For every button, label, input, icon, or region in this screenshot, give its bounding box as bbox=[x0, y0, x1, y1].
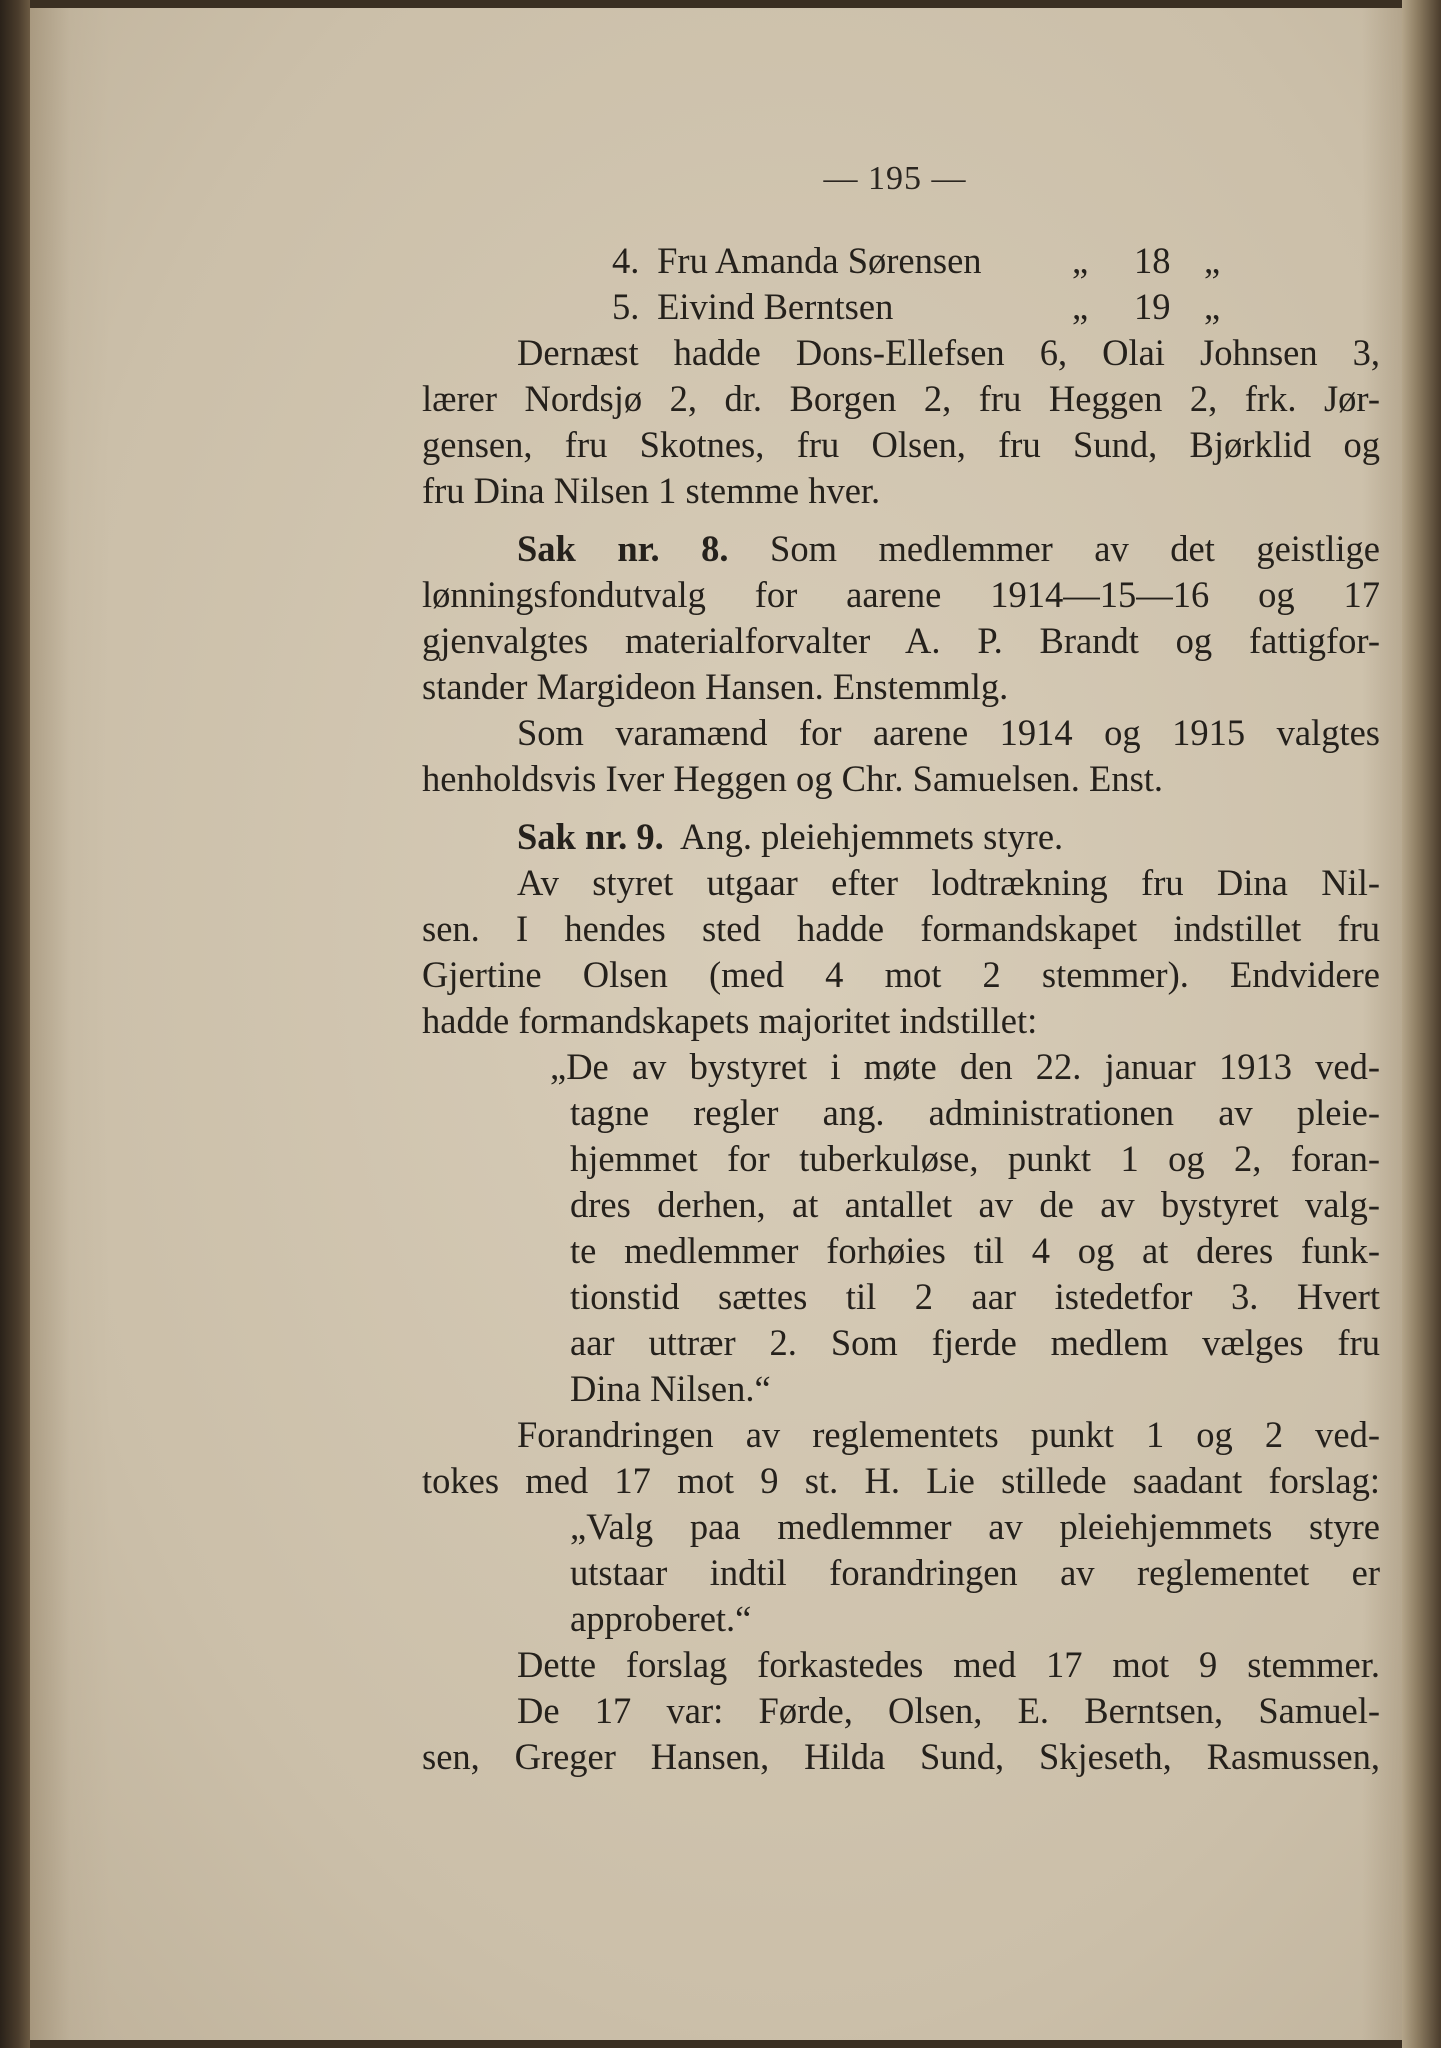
list-number: 4. bbox=[612, 240, 640, 281]
book-binding bbox=[0, 0, 30, 2048]
quote-line: dres derhen, at antallet av de av bystyret valg- bbox=[570, 1184, 1380, 1225]
quote-line: aar uttrær 2. Som fjerde medlem vælges fru bbox=[570, 1322, 1380, 1363]
section-heading-line bbox=[422, 526, 1380, 572]
page-edge bbox=[1402, 0, 1441, 2048]
quote-line: „De av bystyret i møte den 22. januar 1913 ved- bbox=[550, 1046, 1380, 1087]
text-line: Dette forslag forkastedes med 17 mot 9 stemmer. bbox=[517, 1644, 1380, 1685]
text-line: Gjertine Olsen (med 4 mot 2 stemmer). Endvidere bbox=[422, 954, 1380, 995]
section-label: Sak nr. 9. bbox=[517, 816, 664, 857]
quote-line: utstaar indtil forandringen av reglementet er bbox=[570, 1552, 1380, 1593]
text-line: lønningsfondutvalg for aarene 1914—15—16 og 17 bbox=[422, 574, 1380, 615]
section-heading-line bbox=[422, 814, 1380, 860]
section-label: Sak nr. 8. bbox=[517, 528, 729, 569]
text-line: stander Margideon Hansen. Enstemmlg. bbox=[422, 666, 1009, 707]
text-line: gjenvalgtes materialforvalter A. P. Brandt og fattigfor- bbox=[422, 620, 1380, 661]
ditto-mark: „ bbox=[1204, 240, 1221, 281]
page-body bbox=[422, 238, 1380, 1780]
text-line: Som varamænd for aarene 1914 og 1915 valgtes bbox=[517, 712, 1380, 753]
text-line: tokes med 17 mot 9 st. H. Lie stillede saadant forslag: bbox=[422, 1460, 1380, 1501]
text-line: henholdsvis Iver Heggen og Chr. Samuelsen. Enst. bbox=[422, 758, 1164, 799]
text-run: Som medlemmer av det geistlige bbox=[770, 528, 1381, 569]
text-line: lærer Nordsjø 2, dr. Borgen 2, fru Heggen 2, frk. Jør- bbox=[422, 378, 1380, 419]
ditto-mark: „ bbox=[1204, 286, 1221, 327]
text-run: Ang. pleiehjemmets styre. bbox=[680, 816, 1064, 857]
page-number: — 195 — bbox=[823, 160, 967, 197]
text-line: Dernæst hadde Dons-Ellefsen 6, Olai Johnsen 3, bbox=[517, 332, 1380, 373]
text-line: sen, Greger Hansen, Hilda Sund, Skjeseth, Rasmussen, bbox=[422, 1736, 1380, 1777]
list-name: Eivind Berntsen bbox=[657, 286, 894, 327]
list-number: 5. bbox=[612, 286, 640, 327]
quote-line: approberet.“ bbox=[570, 1598, 752, 1639]
quote-line: te medlemmer forhøies til 4 og at deres funk- bbox=[570, 1230, 1380, 1271]
text-line: Forandringen av reglementets punkt 1 og 2 ved- bbox=[517, 1414, 1380, 1455]
vote-count: 18 bbox=[1134, 240, 1171, 281]
list-name: Fru Amanda Sørensen bbox=[657, 240, 982, 281]
vote-count: 19 bbox=[1134, 286, 1171, 327]
text-line: hadde formandskapets majoritet indstillet: bbox=[422, 1000, 1038, 1041]
text-line: Av styret utgaar efter lodtrækning fru Dina Nil- bbox=[517, 862, 1380, 903]
quote-line: Dina Nilsen.“ bbox=[570, 1368, 771, 1409]
quote-line: tionstid sættes til 2 aar istedetfor 3. Hvert bbox=[570, 1276, 1380, 1317]
quote-line: hjemmet for tuberkuløse, punkt 1 og 2, foran- bbox=[570, 1138, 1380, 1179]
text-line: gensen, fru Skotnes, fru Olsen, fru Sund, Bjørklid og bbox=[422, 424, 1380, 465]
ditto-mark: „ bbox=[1072, 240, 1089, 281]
text-line: De 17 var: Førde, Olsen, E. Berntsen, Samuel- bbox=[517, 1690, 1380, 1731]
quote-line: „Valg paa medlemmer av pleiehjemmets styre bbox=[570, 1506, 1380, 1547]
text-line: sen. I hendes sted hadde formandskapet indstillet fru bbox=[422, 908, 1380, 949]
ditto-mark: „ bbox=[1072, 286, 1089, 327]
list-item bbox=[422, 238, 1380, 284]
text-line: fru Dina Nilsen 1 stemme hver. bbox=[422, 470, 881, 511]
list-item bbox=[422, 284, 1380, 330]
quote-line: tagne regler ang. administrationen av pleie- bbox=[570, 1092, 1380, 1133]
